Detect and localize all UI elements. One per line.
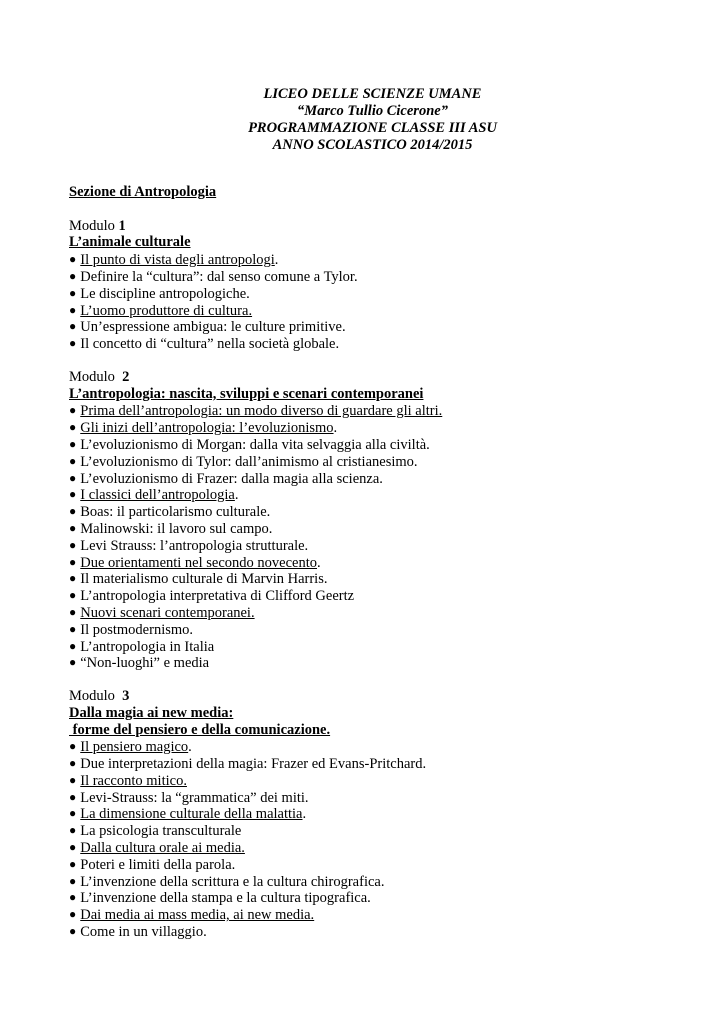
item-text: La psicologia transculturale [80, 823, 242, 840]
school-title: “Marco Tullio Cicerone” [297, 103, 448, 119]
item-underlined-text: I classici dell’antropologia [80, 487, 235, 504]
list-item [69, 251, 709, 268]
list-item [69, 520, 709, 537]
bullet-icon: ● [69, 319, 77, 334]
item-text: L’invenzione della stampa e la cultura tipografica. [80, 890, 371, 907]
bullet-icon: ● [69, 739, 77, 754]
bullet-icon: ● [69, 655, 77, 670]
list-item [69, 436, 709, 453]
item-text: . [274, 252, 279, 269]
list-item [69, 839, 709, 856]
bullet-icon: ● [69, 302, 77, 317]
item-text: . [333, 420, 338, 437]
item-text: Poteri e limiti della parola. [80, 856, 236, 873]
item-text: Boas: il particolarismo culturale. [80, 504, 271, 521]
bullet-icon: ● [69, 520, 77, 535]
item-underlined-text: Dalla cultura orale ai media. [80, 840, 245, 857]
bullet-icon: ● [69, 403, 77, 418]
bullet-icon: ● [69, 420, 77, 435]
bullet-icon: ● [69, 823, 77, 838]
item-text: . [317, 554, 321, 571]
bullet-icon: ● [69, 588, 77, 603]
list-item [69, 335, 709, 352]
list-item [69, 604, 709, 621]
item-text: Il postmodernismo. [80, 621, 194, 638]
list-item [69, 587, 709, 604]
item-text: Due interpretazioni della magia: Frazer ed Evans-Pritchard. [80, 756, 427, 773]
bullet-icon: ● [69, 504, 77, 519]
item-underlined-text: Il pensiero magico [80, 739, 189, 756]
module-3 [69, 688, 709, 940]
item-text: Il concetto di “cultura” nella società globale. [80, 336, 340, 353]
module-label: Modulo [69, 217, 119, 234]
bullet-icon: ● [69, 638, 77, 653]
list-item [69, 621, 709, 638]
module-number: 2 [122, 368, 130, 385]
item-text: L’invenzione della scrittura e la cultura chirografica. [80, 873, 385, 890]
list-item [69, 805, 709, 822]
list-item [69, 923, 709, 940]
bullet-icon: ● [69, 924, 77, 939]
bullet-icon: ● [69, 907, 77, 922]
item-text: Come in un villaggio. [80, 924, 207, 941]
section-title: Sezione di Antropologia [69, 184, 217, 200]
bullet-icon: ● [69, 268, 77, 283]
bullet-icon: ● [69, 604, 77, 619]
list-item [69, 318, 709, 335]
list-item [69, 419, 709, 436]
item-underlined-text: Il racconto mitico. [80, 772, 187, 789]
list-item [69, 268, 709, 285]
module-label: Modulo [69, 368, 123, 385]
item-text: . [234, 487, 239, 504]
list-item [69, 738, 709, 755]
item-text: Le discipline antropologiche. [80, 285, 250, 302]
bullet-icon: ● [69, 336, 77, 351]
item-underlined-text: Il punto di vista degli antropologi [80, 252, 275, 269]
item-text: Levi-Strauss: la “grammatica” dei miti. [80, 789, 309, 806]
item-text: Un’espressione ambigua: le culture primitive. [80, 319, 346, 336]
document-header [0, 86, 725, 154]
list-item [69, 906, 709, 923]
list-item [69, 503, 709, 520]
list-item [69, 453, 709, 470]
bullet-icon: ● [69, 554, 77, 569]
item-underlined-text: L’uomo produttore di cultura. [80, 302, 253, 319]
list-item [69, 822, 709, 839]
module-title: L’animale culturale [69, 234, 191, 251]
modules-list [69, 218, 709, 940]
module-2 [69, 369, 709, 671]
item-underlined-text: Gli inizi dell’antropologia: l’evoluzionismo [80, 420, 334, 437]
module-number: 1 [118, 217, 126, 234]
bullet-icon: ● [69, 252, 77, 267]
bullet-icon: ● [69, 873, 77, 888]
module-title: Dalla magia ai new media: [69, 704, 234, 721]
bullet-icon: ● [69, 806, 77, 821]
bullet-icon: ● [69, 571, 77, 586]
bullet-icon: ● [69, 436, 77, 451]
module-title: forme del pensiero e della comunicazione. [69, 721, 331, 738]
module-heading [69, 218, 709, 235]
list-item [69, 537, 709, 554]
list-item [69, 486, 709, 503]
school-year: ANNO SCOLASTICO 2014/2015 [272, 137, 473, 153]
list-item [69, 856, 709, 873]
bullet-icon: ● [69, 537, 77, 552]
list-item [69, 755, 709, 772]
module-number: 3 [122, 687, 130, 704]
item-underlined-text: Nuovi scenari contemporanei. [80, 604, 255, 621]
school-name: LICEO DELLE SCIENZE UMANE [263, 86, 482, 102]
bullet-icon: ● [69, 621, 77, 636]
module-label: Modulo [69, 687, 123, 704]
bullet-icon: ● [69, 470, 77, 485]
item-text: . [188, 739, 192, 756]
item-text: Levi Strauss: l’antropologia strutturale. [80, 537, 309, 554]
module-heading [69, 369, 709, 386]
list-item [69, 554, 709, 571]
item-underlined-text: Prima dell’antropologia: un modo diverso di guardare gli altri. [80, 403, 443, 420]
bullet-icon: ● [69, 789, 77, 804]
list-item [69, 402, 709, 419]
item-underlined-text: Dai media ai mass media, ai new media. [80, 907, 315, 924]
bullet-icon: ● [69, 487, 77, 502]
item-underlined-text: La dimensione culturale della malattia [80, 806, 303, 823]
item-text: L’antropologia interpretativa di Clifford Geertz [80, 588, 355, 605]
item-underlined-text: Due orientamenti nel secondo novecento [80, 554, 318, 571]
item-text: Il materialismo culturale di Marvin Harris. [80, 571, 328, 588]
list-item [69, 789, 709, 806]
module-1 [69, 218, 709, 352]
list-item [69, 772, 709, 789]
list-item [69, 570, 709, 587]
item-text: L’evoluzionismo di Tylor: dall’animismo al cristianesimo. [80, 453, 418, 470]
bullet-icon: ● [69, 772, 77, 787]
item-text: L’evoluzionismo di Morgan: dalla vita selvaggia alla civiltà. [80, 436, 430, 453]
list-item [69, 470, 709, 487]
list-item [69, 654, 709, 671]
item-text: . [302, 806, 307, 823]
program-title: PROGRAMMAZIONE CLASSE III ASU [248, 120, 497, 136]
item-text: Definire la “cultura”: dal senso comune a Tylor. [80, 268, 358, 285]
item-text: L’evoluzionismo di Frazer: dalla magia alla scienza. [80, 470, 383, 487]
item-text: L’antropologia in Italia [80, 638, 215, 655]
item-text: “Non-luoghi” e media [80, 655, 210, 672]
list-item [69, 302, 709, 319]
list-item [69, 889, 709, 906]
bullet-icon: ● [69, 285, 77, 300]
list-item [69, 285, 709, 302]
bullet-icon: ● [69, 890, 77, 905]
bullet-icon: ● [69, 856, 77, 871]
bullet-icon: ● [69, 840, 77, 855]
document-body [69, 184, 709, 940]
bullet-icon: ● [69, 756, 77, 771]
list-item [69, 873, 709, 890]
module-title: L’antropologia: nascita, sviluppi e scenari contemporanei [69, 385, 424, 402]
bullet-icon: ● [69, 453, 77, 468]
list-item [69, 638, 709, 655]
item-text: Malinowski: il lavoro sul campo. [80, 520, 273, 537]
module-heading [69, 688, 709, 705]
